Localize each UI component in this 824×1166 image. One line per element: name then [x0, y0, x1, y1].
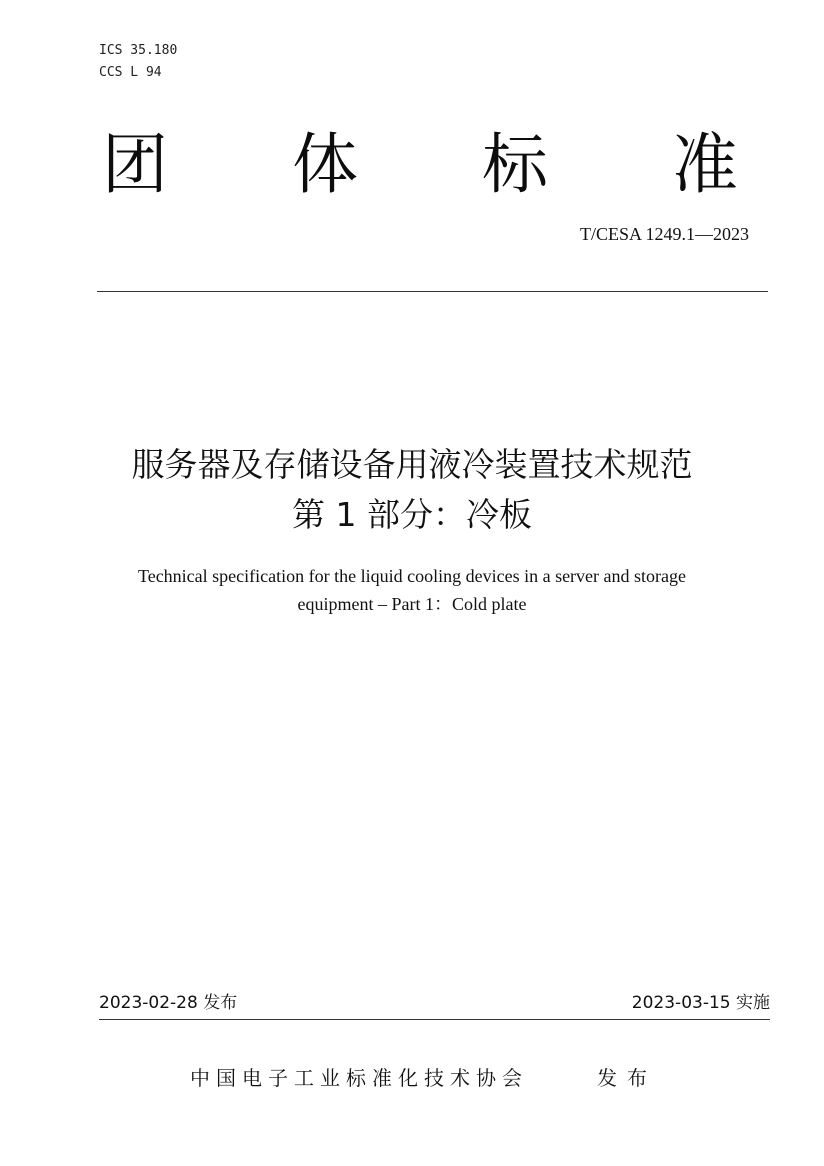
implementation-date: 2023-03-15 实施	[631, 993, 770, 1013]
english-title-line-2: equipment – Part 1：Cold plate	[297, 594, 527, 614]
ccs-code: CCS L 94	[99, 65, 162, 80]
standard-number: T/CESA 1249.1—2023	[579, 224, 749, 244]
issue-date: 2023-02-28 发布	[99, 993, 238, 1013]
classification-codes	[99, 40, 177, 84]
publisher-name: 中国电子工业标准化技术协会	[190, 1066, 528, 1090]
ics-code: ICS 35.180	[99, 43, 178, 58]
top-divider	[97, 291, 768, 292]
category-char-4: 准	[672, 126, 738, 203]
chinese-title-line-2: 第 1 部分：冷板	[292, 495, 532, 534]
english-title-line-1: Technical specification for the liquid cooling devices in a server and storage	[137, 566, 687, 586]
bottom-divider	[99, 1019, 770, 1020]
category-char-3: 标	[482, 126, 548, 203]
publish-label: 发布	[597, 1066, 657, 1090]
english-title	[0, 562, 824, 618]
chinese-title-line-1: 服务器及存储设备用液冷装置技术规范	[131, 445, 693, 484]
standard-category-title	[95, 120, 745, 210]
category-char-1: 团	[102, 126, 168, 203]
category-char-2: 体	[292, 126, 358, 203]
chinese-title	[0, 440, 824, 540]
